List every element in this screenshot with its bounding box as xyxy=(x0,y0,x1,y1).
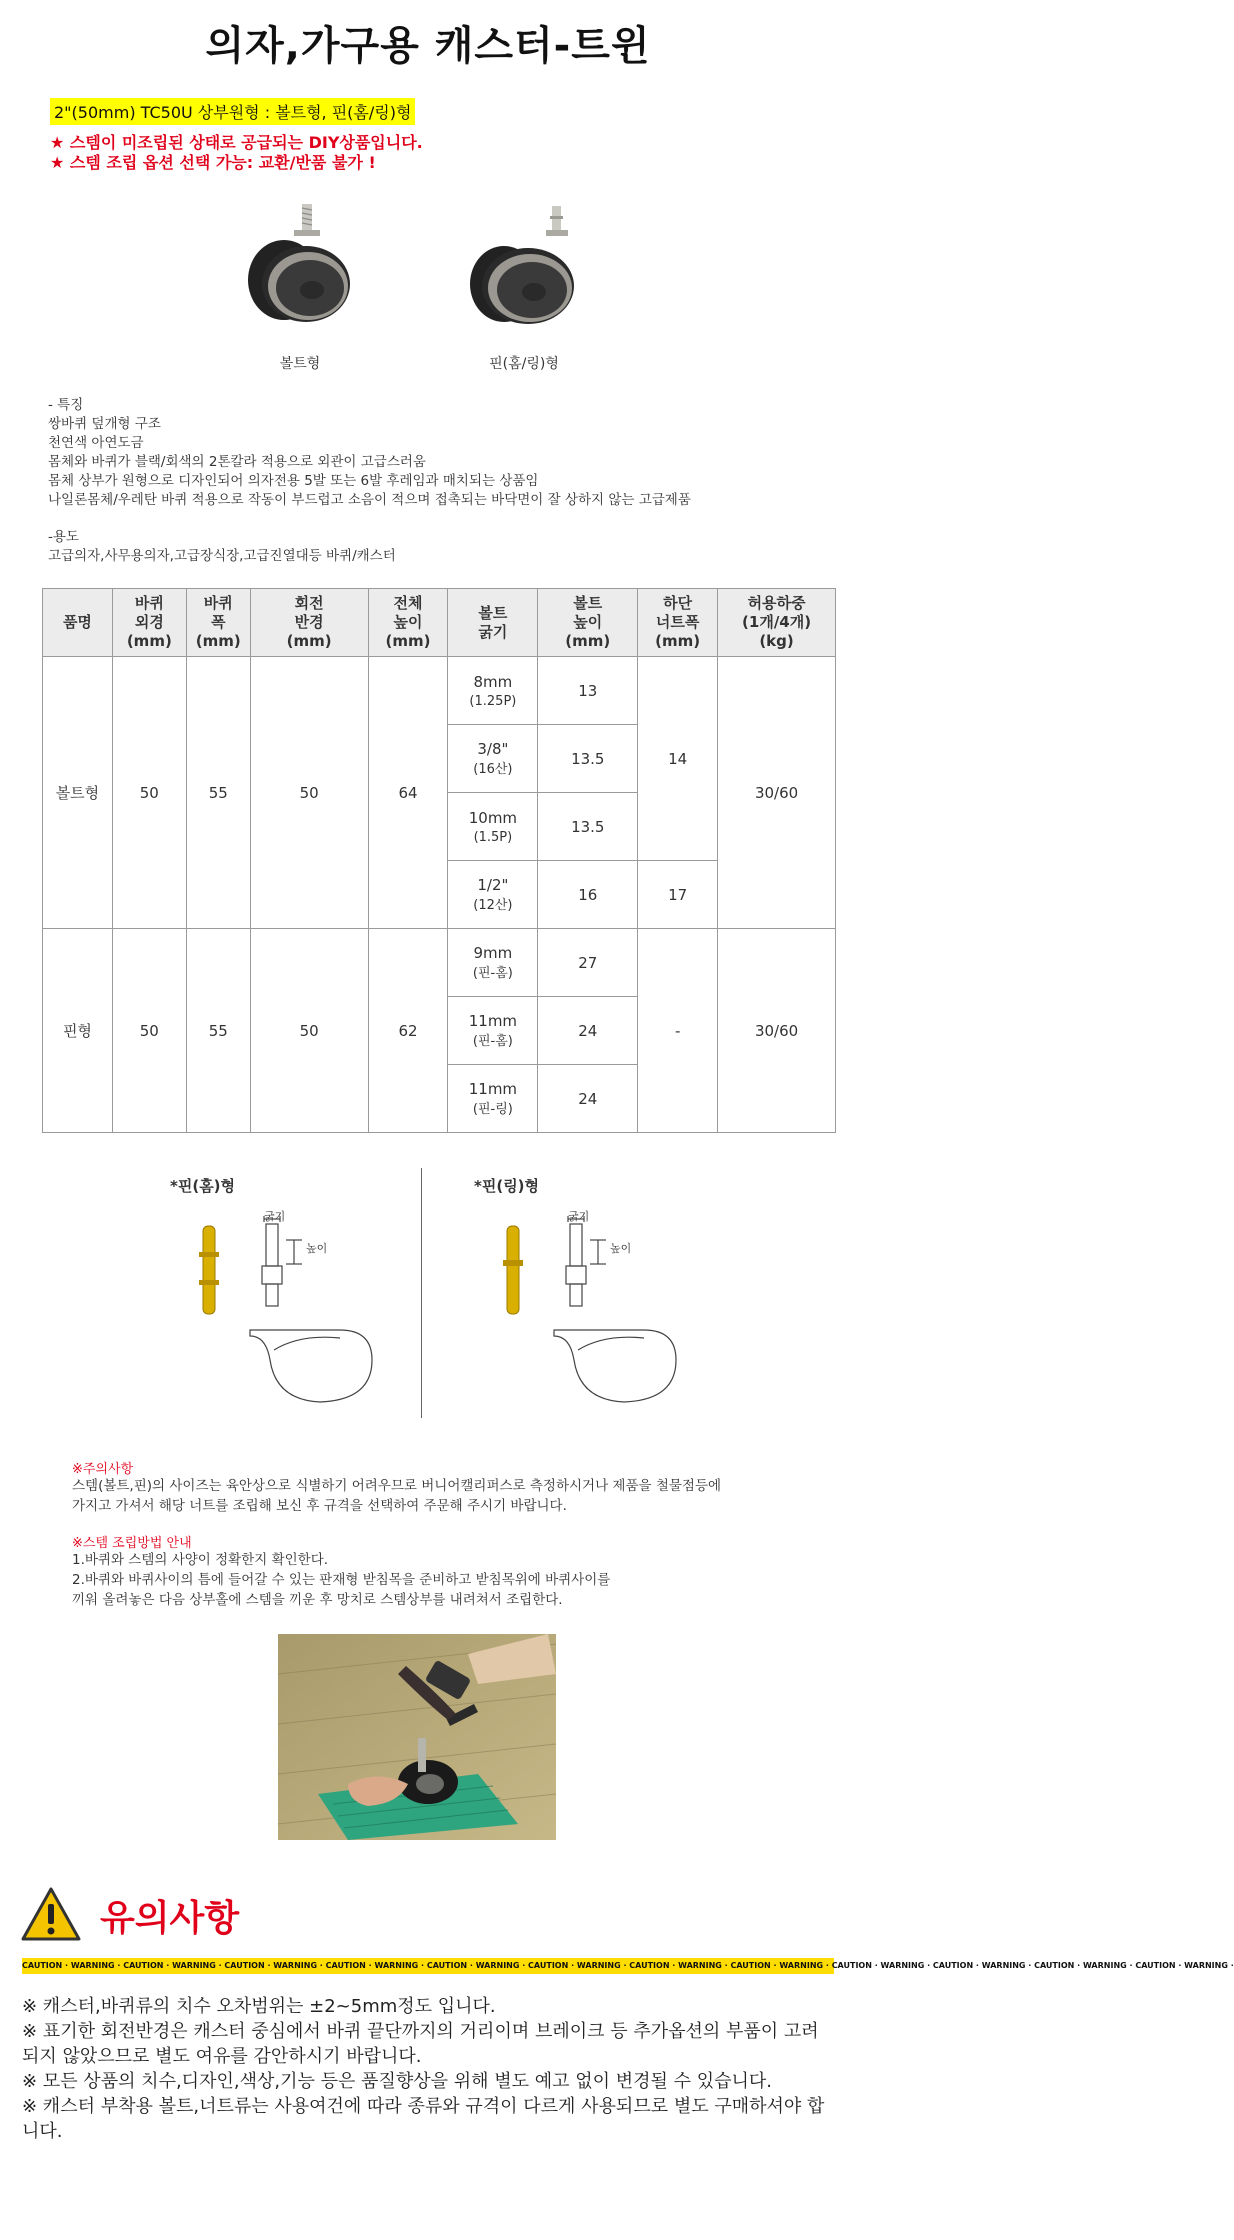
notice-option: ★ 스템 조립 옵션 선택 가능: 교환/반품 불가 ! xyxy=(50,153,376,172)
diagram-divider xyxy=(421,1168,422,1418)
spec-table xyxy=(42,588,836,1133)
bolt-name: 볼트형 xyxy=(43,657,113,929)
assembly-line: 1.바퀴와 스템의 사양이 정확한지 확인한다. xyxy=(72,1552,329,1568)
caution-line: 가지고 가셔서 해당 너트를 조립해 보신 후 규격을 선택하여 주문해 주시기 바랍니다. xyxy=(72,1498,567,1514)
warning-line: ※ 표기한 회전반경은 캐스터 중심에서 바퀴 끝단까지의 거리이며 브레이크 등 추가옵션의 부품이 고려되지 않았으므로 별도 여유를 감안하시기 바랍니다. xyxy=(22,2021,819,2067)
warning-line: ※ 캐스터,바퀴류의 치수 오차범위는 ±2~5mm정도 입니다. xyxy=(22,1996,496,2017)
pin-nut: - xyxy=(638,929,718,1133)
caution-strip: CAUTION · WARNING · CAUTION · WARNING · CAUTION · WARNING · CAUTION · WARNING · CAUTION · WARNING · CAUTION · WARNING · CAUTION · WARNING · CAUTION · WARNING · CAUTION · WARNING · CAUTION · WARNING · CAUTION · WARNING · CAUTION · WARNING · xyxy=(22,1958,834,1974)
bolt-caster-caption: 볼트형 xyxy=(279,356,321,372)
bolt-bolt-height: 13 xyxy=(538,657,638,725)
warning-line: ※ 모든 상품의 치수,디자인,색상,기능 등은 품질향상을 위해 별도 예고 없이 변경될 수 있습니다. xyxy=(22,2071,772,2092)
pin-height: 62 xyxy=(368,929,448,1133)
bolt-thick: 8mm (1.25P) xyxy=(448,657,538,725)
feature-line: 천연색 아연도금 xyxy=(48,435,144,451)
pin-ring-diagram xyxy=(494,1210,694,1424)
header-outer: 바퀴 외경 (mm) xyxy=(112,589,186,657)
pin-thick: 9mm (핀-홈) xyxy=(448,929,538,997)
bolt-caster-image xyxy=(236,198,366,328)
pin-bolt-height: 27 xyxy=(538,929,638,997)
thick-label-groove: 굵기 xyxy=(264,1210,286,1223)
diagram-title-groove: *핀(홈)형 xyxy=(170,1177,236,1195)
pin-caster-caption: 핀(홈/링)형 xyxy=(489,356,559,372)
assembly-photo xyxy=(278,1634,556,1840)
assembly-line: 끼워 올려놓은 다음 상부홀에 스템을 끼운 후 망치로 스템상부를 내려쳐서 조립한다. xyxy=(72,1592,563,1608)
bolt-load: 30/60 xyxy=(718,657,836,929)
bolt-thick: 10mm (1.5P) xyxy=(448,793,538,861)
header-thick: 볼트 굵기 xyxy=(448,589,538,657)
table-header-row xyxy=(43,589,836,657)
height-label-groove: 높이 xyxy=(306,1242,328,1255)
pin-load: 30/60 xyxy=(718,929,836,1133)
bolt-bolt-height: 13.5 xyxy=(538,793,638,861)
assembly-title: ※스템 조립방법 안내 xyxy=(72,1536,192,1551)
header-bolt-height: 볼트 높이 (mm) xyxy=(538,589,638,657)
warning-line: ※ 캐스터 부착용 볼트,너트류는 사용여건에 따라 종류와 규격이 다르게 사용되므로 별도 구매하셔야 합니다. xyxy=(22,2096,825,2142)
table-row xyxy=(43,657,836,725)
header-radius: 회전 반경 (mm) xyxy=(250,589,368,657)
features-heading: - 특징 xyxy=(48,397,84,413)
header-name: 품명 xyxy=(43,589,113,657)
height-label-ring: 높이 xyxy=(610,1242,632,1255)
table-row xyxy=(43,929,836,997)
feature-line: 나일론몸체/우레탄 바퀴 적용으로 작동이 부드럽고 소음이 적으며 접촉되는 바닥면이 잘 상하지 않는 고급제품 xyxy=(48,492,691,508)
thick-label-ring: 굵기 xyxy=(568,1210,590,1223)
pin-outer: 50 xyxy=(112,929,186,1133)
feature-line: 쌍바퀴 덮개형 구조 xyxy=(48,416,161,432)
bolt-nut-b: 17 xyxy=(638,861,718,929)
feature-line: 몸체 상부가 원형으로 디자인되어 의자전용 5발 또는 6발 후레임과 매치되는 상품임 xyxy=(48,473,539,489)
pin-groove-diagram xyxy=(190,1210,390,1424)
pin-width: 55 xyxy=(186,929,250,1133)
bolt-height: 64 xyxy=(368,657,448,929)
caution-line: 스템(볼트,핀)의 사이즈는 육안상으로 식별하기 어려우므로 버니어캘리퍼스로 측정하시거나 제품을 철물점등에 xyxy=(72,1478,722,1494)
warning-notes xyxy=(22,1994,834,2144)
bolt-nut-a: 14 xyxy=(638,657,718,861)
bolt-radius: 50 xyxy=(250,657,368,929)
warning-title: 유의사항 xyxy=(100,1898,240,1939)
feature-line: 몸체와 바퀴가 블랙/회색의 2톤칼라 적용으로 외관이 고급스러움 xyxy=(48,454,426,470)
pin-caster-image xyxy=(460,198,590,328)
bolt-width: 55 xyxy=(186,657,250,929)
diagram-title-ring: *핀(링)형 xyxy=(474,1177,540,1195)
page-title: 의자,가구용 캐스터-트윈 xyxy=(205,23,651,69)
bolt-bolt-height: 13.5 xyxy=(538,725,638,793)
pin-bolt-height: 24 xyxy=(538,1065,638,1133)
usage-line: 고급의자,사무용의자,고급장식장,고급진열대등 바퀴/캐스터 xyxy=(48,548,396,564)
pin-name: 핀형 xyxy=(43,929,113,1133)
pin-thick: 11mm (핀-링) xyxy=(448,1065,538,1133)
assembly-line: 2.바퀴와 바퀴사이의 틈에 들어갈 수 있는 판재형 받침목을 준비하고 받침목위에 바퀴사이를 xyxy=(72,1572,611,1588)
caution-title: ※주의사항 xyxy=(72,1462,134,1477)
header-load: 허용하중 (1개/4개) (kg) xyxy=(718,589,836,657)
model-line: 2"(50mm) TC50U 상부원형 : 볼트형, 핀(홈/링)형 xyxy=(50,98,415,125)
header-nut: 하단 너트폭 (mm) xyxy=(638,589,718,657)
header-width: 바퀴 폭 (mm) xyxy=(186,589,250,657)
pin-thick: 11mm (핀-홈) xyxy=(448,997,538,1065)
pin-radius: 50 xyxy=(250,929,368,1133)
usage-heading: -용도 xyxy=(48,529,79,545)
bolt-outer: 50 xyxy=(112,657,186,929)
bolt-thick: 3/8" (16산) xyxy=(448,725,538,793)
pin-bolt-height: 24 xyxy=(538,997,638,1065)
notice-diy: ★ 스템이 미조립된 상태로 공급되는 DIY상품입니다. xyxy=(50,133,423,152)
bolt-bolt-height: 16 xyxy=(538,861,638,929)
header-height: 전체 높이 (mm) xyxy=(368,589,448,657)
bolt-thick: 1/2" (12산) xyxy=(448,861,538,929)
warning-icon xyxy=(20,1886,82,1946)
